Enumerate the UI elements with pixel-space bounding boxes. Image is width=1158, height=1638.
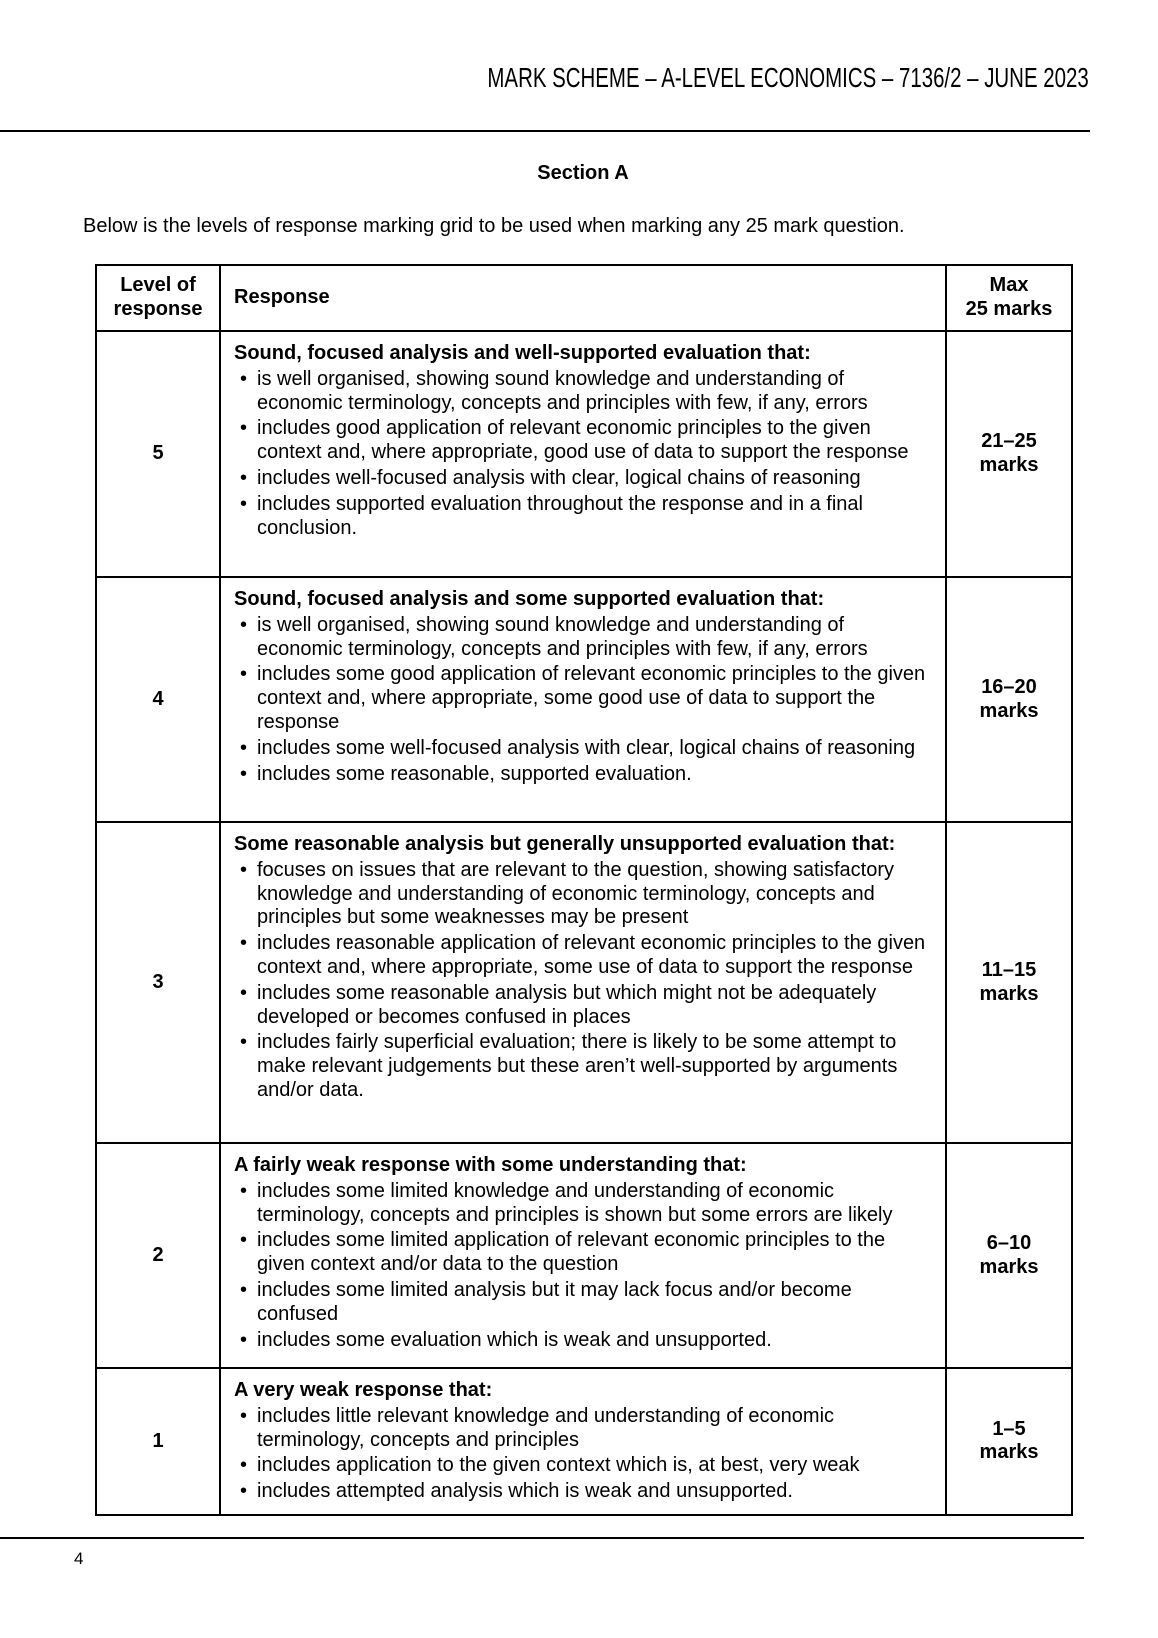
response-heading: Some reasonable analysis but generally unsupported evaluation that: (234, 833, 896, 855)
response-bullet: • includes some limited application of relevant economic principles to the given context and/or data to the question (234, 1229, 929, 1277)
page-number: 4 (74, 1549, 84, 1568)
table-header-row (96, 265, 1072, 331)
response-bullet: • includes application to the given context which is, at best, very weak (234, 1454, 929, 1478)
response-cell (220, 1368, 946, 1515)
marks-unit: marks (979, 982, 1039, 1005)
response-cell (220, 577, 946, 822)
marks-cell (946, 331, 1072, 577)
response-heading: Sound, focused analysis and some supported evaluation that: (234, 588, 825, 610)
column-header-response: Response (220, 265, 946, 331)
response-bullet: • is well organised, showing sound knowledge and understanding of economic terminology, concepts and principles with few, if any, errors (234, 614, 929, 662)
table-row-level-4 (96, 577, 1072, 822)
response-cell (220, 822, 946, 1143)
marks-range: 21–25 (981, 430, 1037, 453)
response-bullet: • focuses on issues that are relevant to the question, showing satisfactory knowledge and understanding of economic terminology, concepts and principles but some weaknesses may be present (234, 859, 929, 930)
header-divider (0, 130, 1090, 132)
response-bullet: • includes little relevant knowledge and understanding of economic terminology, concepts and principles (234, 1405, 929, 1453)
marks-cell (946, 1143, 1072, 1368)
marks-unit: marks (979, 1441, 1039, 1464)
response-bullet: • includes some evaluation which is weak and unsupported. (234, 1329, 929, 1353)
response-cell (220, 331, 946, 577)
table-row-level-5 (96, 331, 1072, 577)
response-bullet: • includes well-focused analysis with clear, logical chains of reasoning (234, 467, 929, 491)
marks-unit: marks (979, 454, 1039, 476)
response-bullet: • includes reasonable application of relevant economic principles to the given context and, where appropriate, some use of data to support the response (234, 932, 929, 980)
level-cell: 4 (96, 577, 220, 822)
marks-unit: marks (979, 1255, 1039, 1278)
marks-unit: marks (979, 699, 1039, 722)
table-row-level-3 (96, 822, 1072, 1143)
marks-cell (946, 577, 1072, 822)
column-header-max (946, 265, 1072, 331)
response-heading: Sound, focused analysis and well-supported evaluation that: (234, 342, 811, 364)
level-cell: 1 (96, 1368, 220, 1515)
response-bullet: • includes supported evaluation throughout the response and in a final conclusion. (234, 493, 929, 541)
marks-range: 1–5 (992, 1417, 1026, 1440)
response-bullet: • includes some well-focused analysis with clear, logical chains of reasoning (234, 737, 929, 761)
response-bullet: • includes attempted analysis which is weak and unsupported. (234, 1480, 929, 1504)
level-cell: 5 (96, 331, 220, 577)
response-bullet: • includes some reasonable analysis but which might not be adequately developed or becomes confused in places (234, 982, 929, 1030)
response-bullet: • includes good application of relevant economic principles to the given context and, where appropriate, good use of data to support the response (234, 417, 929, 465)
level-cell: 2 (96, 1143, 220, 1368)
response-heading: A fairly weak response with some understanding that: (234, 1154, 747, 1176)
column-header-max-line1: Max (989, 274, 1029, 297)
response-heading: A very weak response that: (234, 1379, 493, 1401)
level-cell: 3 (96, 822, 220, 1143)
column-header-max-line2: 25 marks (965, 298, 1053, 320)
column-header-level: Level of response (96, 265, 220, 331)
response-bullet: • includes some good application of relevant economic principles to the given context and, where appropriate, some good use of data to support the response (234, 663, 929, 734)
marks-cell (946, 822, 1072, 1143)
marks-cell (946, 1368, 1072, 1515)
table-row-level-1 (96, 1368, 1072, 1515)
marks-range: 16–20 (981, 675, 1037, 698)
response-bullet: • includes some limited analysis but it may lack focus and/or become confused (234, 1279, 929, 1327)
levels-of-response-table (95, 264, 1073, 1516)
intro-text: Below is the levels of response marking grid to be used when marking any 25 mark question. (83, 215, 905, 237)
response-bullet: • includes fairly superficial evaluation; there is likely to be some attempt to make relevant judgements but these aren’t well-supported by arguments and/or data. (234, 1031, 929, 1102)
document-title: MARK SCHEME – A-LEVEL ECONOMICS – 7136/2 – JUNE 2023 (487, 62, 1089, 93)
response-bullet: • is well organised, showing sound knowledge and understanding of economic terminology, concepts and principles with few, if any, errors (234, 368, 929, 416)
marks-range: 6–10 (986, 1231, 1032, 1254)
response-bullet: • includes some reasonable, supported evaluation. (234, 763, 929, 787)
response-bullet: • includes some limited knowledge and understanding of economic terminology, concepts and principles is shown but some errors are likely (234, 1180, 929, 1228)
response-cell (220, 1143, 946, 1368)
footer-divider (0, 1537, 1084, 1539)
table-row-level-2 (96, 1143, 1072, 1368)
section-title: Section A (537, 162, 629, 184)
marks-range: 11–15 (981, 958, 1037, 981)
